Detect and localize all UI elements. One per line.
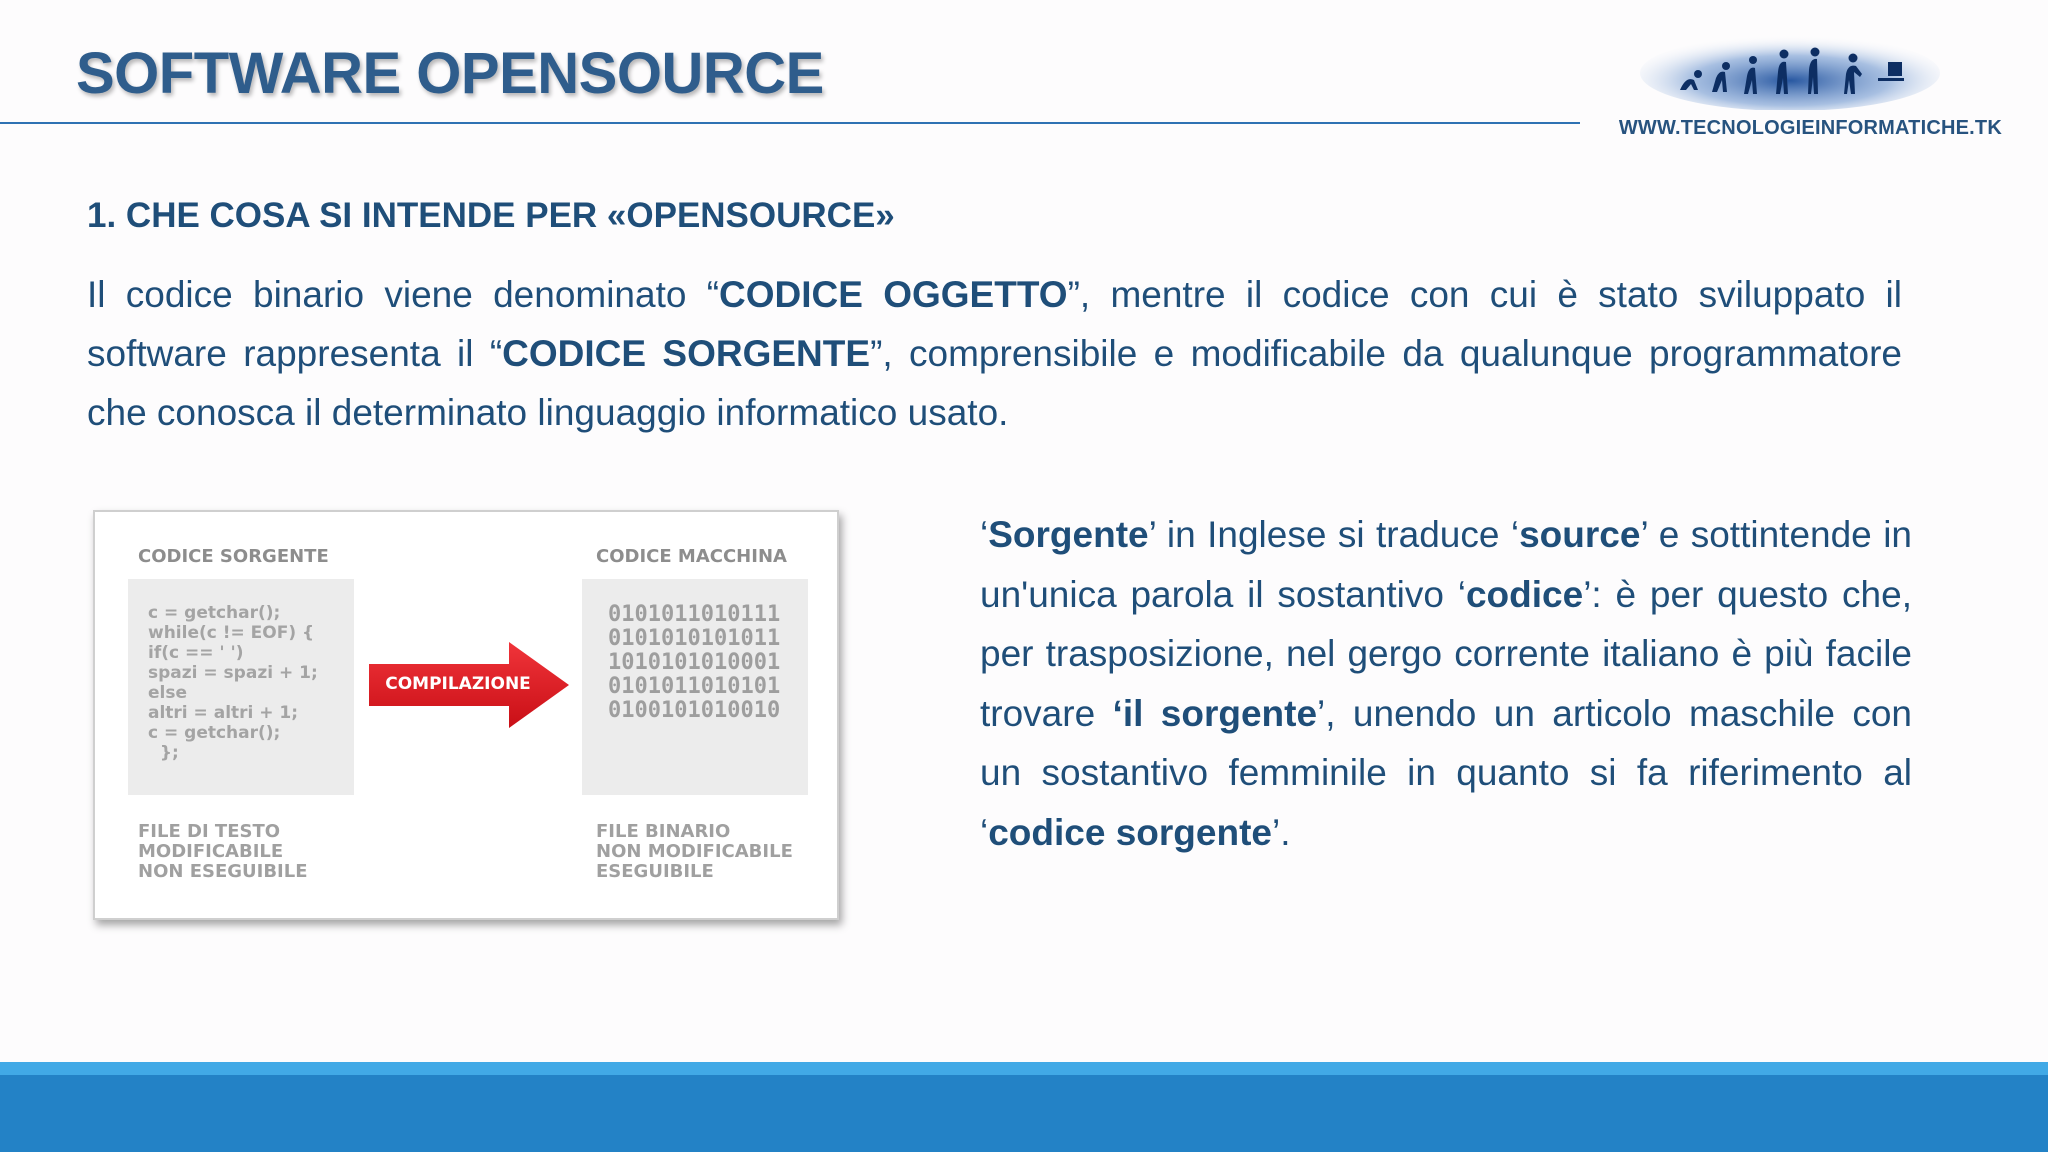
intro-paragraph: Il codice binario viene denominato “CODICE OGGETTO”, mentre il codice con cui è stato sviluppato il software rappresenta il “CODICE SORGENTE”, comprensibile e modificabile da qualunque programmatore che conosca il determinato linguaggio informatico usato.	[87, 274, 1902, 433]
slide-title: SOFTWARE OPENSOURCE	[76, 41, 824, 106]
evolution-figures-logo-icon	[1640, 18, 1952, 110]
footer-bar	[0, 1075, 2048, 1152]
machine-code-label: CODICE MACCHINA	[596, 546, 787, 567]
website-url[interactable]: WWW.TECNOLOGIEINFORMATICHE.TK	[1618, 117, 2002, 139]
machine-file-description: FILE BINARIO NON MODIFICABILE ESEGUIBILE	[596, 821, 793, 882]
title-divider	[0, 122, 1580, 124]
source-code-text: c = getchar(); while(c != EOF) { if(c == ' ') spazi = spazi + 1; else altri = altri + 1; c = getchar(); };	[148, 603, 318, 763]
footer-stripe	[0, 1062, 2048, 1075]
source-file-description: FILE DI TESTO MODIFICABILE NON ESEGUIBILE	[138, 821, 308, 882]
explanation-paragraph: ‘Sorgente’ in Inglese si traduce ‘source’ e sottintende in un'unica parola il sostantivo ‘codice’: è per questo che, per trasposizione, nel gergo corrente italiano è più facile trovare ‘il sorgente’, unendo un articolo maschile con un sostantivo femminile in quanto si fa riferimento al ‘codice sorgente’.	[980, 514, 1912, 853]
compilation-diagram	[93, 510, 839, 920]
section-heading: 1. CHE COSA SI INTENDE PER «OPENSOURCE»	[87, 196, 895, 235]
machine-code-text: 0101011010111 0101010101011 1010101010001 0101011010101 0100101010010	[608, 602, 781, 723]
source-code-label: CODICE SORGENTE	[138, 546, 329, 567]
compile-arrow-label: COMPILAZIONE	[385, 674, 531, 694]
